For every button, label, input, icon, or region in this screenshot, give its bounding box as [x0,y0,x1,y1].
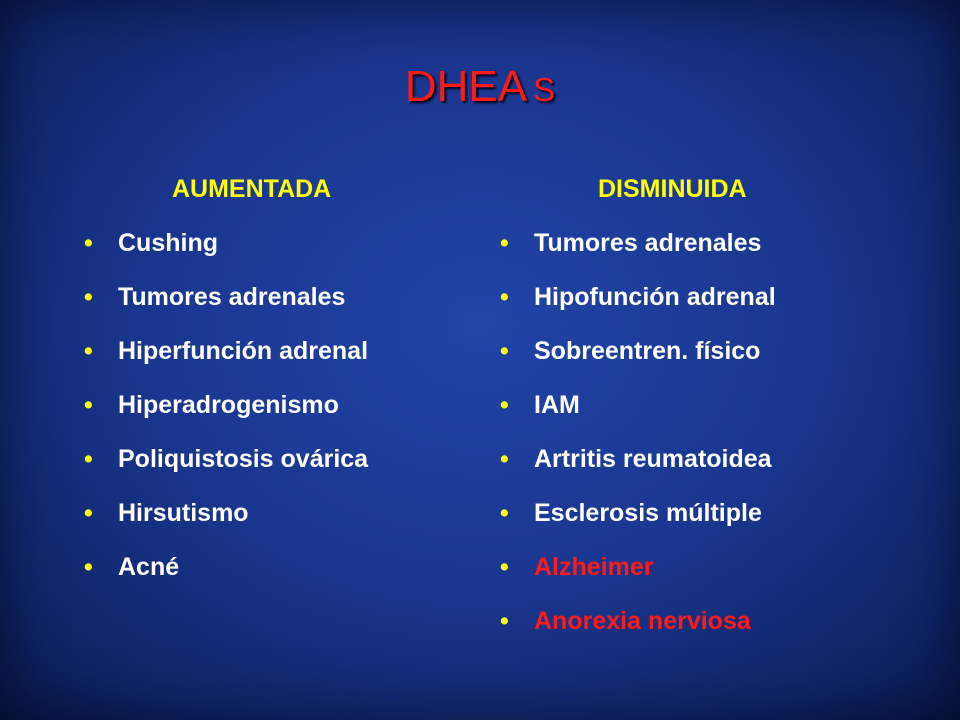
list-item [84,226,464,280]
title-main: DHEA [404,62,528,111]
decreased-column [500,172,900,658]
list-item [84,388,464,442]
list-item-label: Poliquistosis ovárica [118,445,369,473]
bullet-icon: • [84,391,93,419]
bullet-icon: • [84,229,93,257]
bullet-icon: • [500,337,509,365]
list-item [84,334,464,388]
bullet-icon: • [84,499,93,527]
list-item-label: Alzheimer [534,553,654,581]
list-item-label: Acné [118,553,180,581]
bullet-icon: • [500,445,509,473]
list-item-label: Cushing [118,229,218,257]
bullet-icon: • [500,391,509,419]
list-item [500,334,900,388]
list-item-label: IAM [534,391,580,419]
bullet-icon: • [84,337,93,365]
list-item-label: Sobreentren. físico [534,337,761,365]
list-item [84,442,464,496]
list-item-label: Hipofunción adrenal [534,283,776,311]
list-item [500,604,900,658]
list-item-label: Artritis reumatoidea [534,445,772,473]
bullet-icon: • [500,499,509,527]
list-item [500,442,900,496]
list-item-label: Hiperfunción adrenal [118,337,369,365]
bullet-icon: • [500,553,509,581]
increased-column [84,172,464,604]
increased-heading: AUMENTADA [172,175,332,203]
bullet-icon: • [500,607,509,635]
bullet-icon: • [84,553,93,581]
title-subscript: S [533,71,556,108]
increased-list [84,226,464,604]
list-item [84,280,464,334]
bullet-icon: • [84,283,93,311]
bullet-icon: • [84,445,93,473]
list-item [84,550,464,604]
decreased-heading: DISMINUIDA [598,175,747,203]
list-item-label: Tumores adrenales [118,283,346,311]
list-item [500,280,900,334]
list-item-label: Anorexia nerviosa [534,607,751,635]
list-item [500,496,900,550]
bullet-icon: • [500,229,509,257]
decreased-list [500,226,900,658]
list-item [500,226,900,280]
list-item-label: Tumores adrenales [534,229,762,257]
bullet-icon: • [500,283,509,311]
list-item [500,550,900,604]
list-item-label: Hirsutismo [118,499,249,527]
slide-title [0,60,960,117]
list-item-label: Esclerosis múltiple [534,499,762,527]
list-item [84,496,464,550]
list-item [500,388,900,442]
list-item-label: Hiperadrogenismo [118,391,339,419]
